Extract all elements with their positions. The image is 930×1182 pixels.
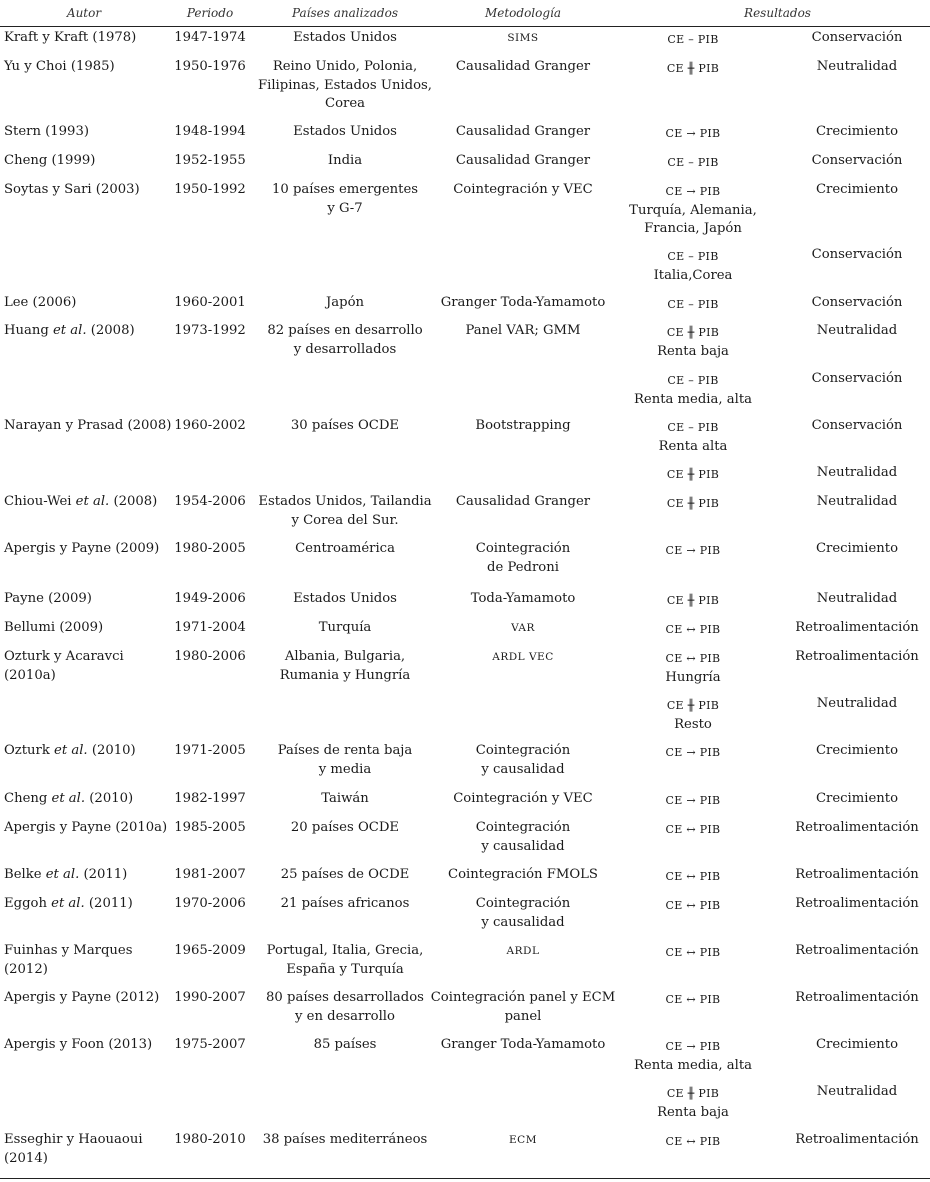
row-autor: Soytas y Sari (2003)	[4, 182, 140, 197]
result-relation	[625, 495, 761, 514]
row-periodo: 1980-2005	[174, 541, 246, 556]
row-metodologia: VAR	[511, 622, 535, 634]
row-autor: Ozturk y Acaravci (2010a)	[4, 649, 124, 683]
row-periodo: 1990-2007	[174, 990, 246, 1005]
result-relation	[625, 897, 761, 916]
result-type: Retroalimentación	[795, 943, 919, 958]
row-metodologia: Cointegración panel y ECM panel	[430, 990, 616, 1024]
row-periodo: 1948-1994	[174, 124, 246, 139]
result-type: Neutralidad	[816, 59, 898, 74]
row-periodo: 1960-2001	[174, 295, 246, 310]
causality-relation: CE → PIB	[665, 1040, 721, 1053]
causality-relation: CE → PIB	[665, 185, 721, 198]
result-subgroup: Renta baja	[657, 343, 729, 359]
causality-relation: CE ╫ PIB	[666, 326, 720, 339]
causality-relation: CE ╫ PIB	[666, 62, 720, 75]
row-autor: Ozturk et al. (2010)	[4, 743, 136, 758]
row-autor: Apergis y Payne (2012)	[4, 990, 160, 1005]
result-type: Crecimiento	[815, 124, 899, 139]
row-periodo: 1980-2010	[174, 1132, 246, 1147]
row-periodo: 1971-2005	[174, 743, 246, 758]
result-type: Crecimiento	[815, 182, 899, 197]
row-periodo: 1950-1992	[174, 182, 246, 197]
causality-relation: CE ↔ PIB	[665, 652, 721, 665]
row-paises: 80 países desarrollados y en desarrollo	[266, 990, 424, 1024]
bottom-rule	[0, 1178, 930, 1179]
row-paises: Estados Unidos	[293, 591, 397, 606]
row-autor: Stern (1993)	[4, 124, 89, 139]
row-periodo: 1950-1976	[174, 59, 246, 74]
result-relation	[625, 592, 761, 611]
result-type: Neutralidad	[816, 494, 898, 509]
row-periodo: 1981-2007	[174, 867, 246, 882]
result-type: Neutralidad	[816, 696, 898, 711]
result-relation	[625, 868, 761, 887]
row-periodo: 1947-1974	[174, 30, 246, 45]
result-type: Neutralidad	[816, 465, 898, 480]
row-metodologia: Cointegración y causalidad	[475, 743, 571, 777]
row-metodologia: Causalidad Granger	[455, 124, 591, 139]
row-metodologia: ARDL VEC	[492, 651, 554, 663]
row-periodo: 1965-2009	[174, 943, 246, 958]
result-relation	[625, 466, 761, 485]
result-type: Retroalimentación	[795, 990, 919, 1005]
result-relation	[625, 542, 761, 561]
row-periodo: 1949-2006	[174, 591, 246, 606]
result-subgroup: Renta media, alta	[633, 1057, 753, 1073]
row-metodologia: Toda-Yamamoto	[470, 591, 576, 606]
result-type: Conservación	[811, 247, 903, 262]
row-paises: 82 países en desarrollo y desarrollados	[267, 323, 423, 357]
row-metodologia: Bootstrapping	[475, 418, 571, 433]
result-relation	[625, 372, 761, 409]
row-paises: 25 países de OCDE	[280, 867, 410, 882]
row-paises: Turquía	[318, 620, 372, 635]
row-paises: Estados Unidos, Tailandia y Corea del Sur.	[258, 494, 432, 528]
row-metodologia: Cointegración de Pedroni	[475, 541, 571, 575]
header-rule	[0, 26, 930, 27]
result-relation	[625, 1038, 761, 1075]
row-periodo: 1975-2007	[174, 1037, 246, 1052]
row-autor: Payne (2009)	[4, 591, 92, 606]
result-type: Crecimiento	[815, 541, 899, 556]
row-paises: 38 países mediterráneos	[262, 1132, 428, 1147]
row-autor: Chiou-Wei et al. (2008)	[4, 494, 158, 509]
result-relation	[625, 248, 761, 285]
causality-relation: CE ╫ PIB	[666, 699, 720, 712]
row-metodologia: Cointegración y causalidad	[475, 896, 571, 930]
row-autor: Cheng (1999)	[4, 153, 96, 168]
row-autor: Lee (2006)	[4, 295, 77, 310]
result-relation	[625, 324, 761, 361]
result-type: Conservación	[811, 153, 903, 168]
header-periodo: Periodo	[186, 6, 234, 20]
row-paises: 10 países emergentes y G-7	[271, 182, 419, 216]
result-type: Neutralidad	[816, 591, 898, 606]
causality-relation: CE ╫ PIB	[666, 594, 720, 607]
result-type: Conservación	[811, 295, 903, 310]
result-relation	[625, 154, 761, 173]
row-metodologia: Cointegración y VEC	[453, 791, 593, 806]
result-type: Crecimiento	[815, 743, 899, 758]
row-metodologia: Panel VAR; GMM	[465, 323, 581, 338]
result-type: Retroalimentación	[795, 896, 919, 911]
result-subgroup: Italia,Corea	[653, 267, 733, 283]
row-autor: Belke et al. (2011)	[4, 867, 128, 882]
causality-relation: CE ╫ PIB	[666, 468, 720, 481]
result-type: Conservación	[811, 418, 903, 433]
result-relation	[625, 792, 761, 811]
header-resultados: Resultados	[744, 6, 811, 20]
causality-relation: CE ↔ PIB	[665, 623, 721, 636]
result-type: Crecimiento	[815, 791, 899, 806]
row-paises: Estados Unidos	[293, 30, 397, 45]
header-paises: Países analizados	[291, 6, 398, 20]
causality-relation: CE → PIB	[665, 544, 721, 557]
row-periodo: 1985-2005	[174, 820, 246, 835]
header-metodologia: Metodología	[484, 6, 562, 20]
row-autor: Huang et al. (2008)	[4, 323, 135, 338]
result-relation	[625, 183, 761, 239]
row-paises: Centroamérica	[295, 541, 395, 556]
row-paises: Japón	[325, 295, 365, 310]
result-relation	[625, 60, 761, 79]
result-relation	[625, 744, 761, 763]
row-paises: Países de renta baja y media	[277, 743, 413, 777]
row-autor: Yu y Choi (1985)	[4, 59, 115, 74]
row-paises: Portugal, Italia, Grecia, España y Turquía	[266, 943, 424, 977]
row-periodo: 1980-2006	[174, 649, 246, 664]
row-metodologia: ARDL	[506, 945, 540, 957]
row-paises: India	[327, 153, 363, 168]
result-relation	[625, 1085, 761, 1122]
row-periodo: 1952-1955	[174, 153, 246, 168]
causality-relation: CE – PIB	[667, 250, 719, 263]
row-paises: 21 países africanos	[280, 896, 410, 911]
causality-relation: CE → PIB	[665, 746, 721, 759]
causality-relation: CE – PIB	[667, 298, 719, 311]
result-relation	[625, 991, 761, 1010]
result-type: Neutralidad	[816, 1084, 898, 1099]
result-subgroup: Resto	[674, 716, 712, 732]
row-autor: Fuinhas y Marques (2012)	[4, 943, 133, 977]
row-paises: Reino Unido, Polonia, Filipinas, Estados Unidos, Corea	[257, 59, 433, 111]
result-subgroup: Renta baja	[657, 1104, 729, 1120]
row-paises: 30 países OCDE	[290, 418, 400, 433]
row-autor: Narayan y Prasad (2008)	[4, 418, 172, 433]
row-autor: Cheng et al. (2010)	[4, 791, 134, 806]
result-type: Retroalimentación	[795, 620, 919, 635]
result-type: Conservación	[811, 30, 903, 45]
row-autor: Apergis y Payne (2009)	[4, 541, 160, 556]
row-metodologia: ECM	[509, 1134, 537, 1146]
result-type: Retroalimentación	[795, 649, 919, 664]
result-subgroup: Turquía, Alemania, Francia, Japón	[629, 202, 757, 236]
row-paises: 85 países	[313, 1037, 377, 1052]
row-paises: Taiwán	[321, 791, 369, 806]
result-relation	[625, 419, 761, 456]
result-relation	[625, 697, 761, 734]
causality-relation: CE – PIB	[667, 421, 719, 434]
row-autor: Apergis y Payne (2010a)	[4, 820, 168, 835]
row-metodologia: Cointegración y causalidad	[475, 820, 571, 854]
causality-relation: CE – PIB	[667, 374, 719, 387]
row-autor: Eggoh et al. (2011)	[4, 896, 133, 911]
result-type: Retroalimentación	[795, 820, 919, 835]
result-type: Retroalimentación	[795, 1132, 919, 1147]
row-metodologia: Granger Toda-Yamamoto	[440, 295, 606, 310]
causality-relation: CE ↔ PIB	[665, 823, 721, 836]
causality-relation: CE – PIB	[667, 156, 719, 169]
result-relation	[625, 31, 761, 50]
result-type: Neutralidad	[816, 323, 898, 338]
row-metodologia: Causalidad Granger	[455, 153, 591, 168]
row-periodo: 1971-2004	[174, 620, 246, 635]
result-type: Retroalimentación	[795, 867, 919, 882]
row-metodologia: Causalidad Granger	[455, 494, 591, 509]
result-subgroup: Renta media, alta	[633, 391, 753, 407]
result-subgroup: Renta alta	[658, 438, 728, 454]
row-periodo: 1973-1992	[174, 323, 246, 338]
result-relation	[625, 296, 761, 315]
row-autor: Bellumi (2009)	[4, 620, 104, 635]
result-relation	[625, 621, 761, 640]
causality-relation: CE ↔ PIB	[665, 1135, 721, 1148]
row-paises: 20 países OCDE	[290, 820, 400, 835]
result-type: Conservación	[811, 371, 903, 386]
row-metodologia: Cointegración y VEC	[453, 182, 593, 197]
result-relation	[625, 944, 761, 963]
result-relation	[625, 650, 761, 687]
result-subgroup: Hungría	[665, 669, 721, 685]
row-periodo: 1970-2006	[174, 896, 246, 911]
causality-relation: CE → PIB	[665, 127, 721, 140]
row-paises: Albania, Bulgaria, Rumania y Hungría	[279, 649, 411, 683]
causality-relation: CE ╫ PIB	[666, 497, 720, 510]
causality-relation: CE → PIB	[665, 794, 721, 807]
row-periodo: 1954-2006	[174, 494, 246, 509]
row-autor: Kraft y Kraft (1978)	[4, 30, 137, 45]
result-relation	[625, 125, 761, 144]
row-paises: Estados Unidos	[293, 124, 397, 139]
causality-relation: CE ╫ PIB	[666, 1087, 720, 1100]
row-metodologia: Cointegración FMOLS	[448, 867, 598, 882]
causality-relation: CE ↔ PIB	[665, 946, 721, 959]
result-relation	[625, 1133, 761, 1152]
causality-relation: CE – PIB	[667, 33, 719, 46]
causality-relation: CE ↔ PIB	[665, 870, 721, 883]
row-metodologia: Causalidad Granger	[455, 59, 591, 74]
causality-relation: CE ↔ PIB	[665, 899, 721, 912]
result-type: Crecimiento	[815, 1037, 899, 1052]
row-periodo: 1982-1997	[174, 791, 246, 806]
row-metodologia: Granger Toda-Yamamoto	[440, 1037, 606, 1052]
row-metodologia: SIMS	[507, 32, 539, 44]
causality-relation: CE ↔ PIB	[665, 993, 721, 1006]
row-autor: Apergis y Foon (2013)	[4, 1037, 153, 1052]
row-autor: Esseghir y Haouaoui (2014)	[4, 1132, 143, 1166]
row-periodo: 1960-2002	[174, 418, 246, 433]
header-autor: Autor	[66, 6, 102, 20]
result-relation	[625, 821, 761, 840]
